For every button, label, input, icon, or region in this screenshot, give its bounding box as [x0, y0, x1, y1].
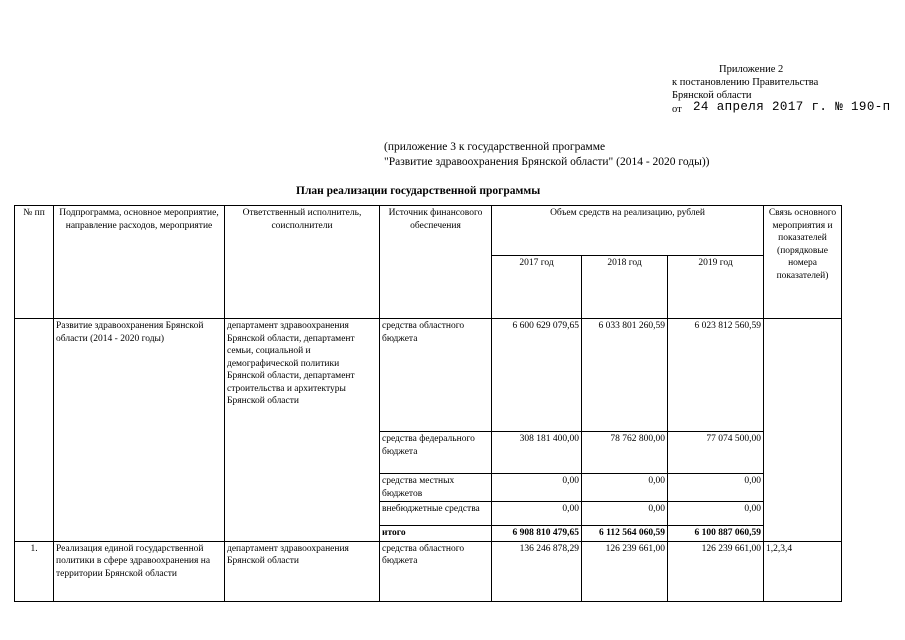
row-value-2018: 0,00: [582, 502, 668, 526]
row-value-2018: 0,00: [582, 474, 668, 502]
appendix-date-number: 24 апреля 2017 г. № 190-п: [693, 100, 891, 114]
program-reference-line2: "Развитие здравоохранения Брянской области" (2014 - 2020 годы)): [384, 156, 710, 168]
row-total-2018: 6 112 564 060,59: [582, 526, 668, 542]
row-link-empty: [764, 319, 842, 542]
row-source: средства областного бюджета: [380, 541, 492, 601]
row-value-2019: 77 074 500,00: [668, 432, 764, 474]
table-header-row: [15, 206, 842, 256]
row-total-2019: 6 100 887 060,59: [668, 526, 764, 542]
header-funding: Объем средств на реализацию, рублей: [492, 206, 764, 256]
header-executor: Ответственный исполнитель, соисполнители: [225, 206, 380, 319]
table-row: [15, 541, 842, 601]
header-source: Источник финансового обеспечения: [380, 206, 492, 319]
row-value-2017: 6 600 629 079,65: [492, 319, 582, 432]
table-row: [15, 319, 842, 432]
row-value-2019: 6 023 812 560,59: [668, 319, 764, 432]
plan-table: [14, 205, 842, 602]
row-link: 1,2,3,4: [764, 541, 842, 601]
appendix-date-prefix: от: [672, 104, 682, 115]
row-value-2019: 126 239 661,00: [668, 541, 764, 601]
row-program: Развитие здравоохранения Брянской области (2014 - 2020 годы): [54, 319, 225, 542]
row-value-2019: 0,00: [668, 502, 764, 526]
appendix-region-line: Брянской области: [672, 90, 752, 101]
row-total-2017: 6 908 810 479,65: [492, 526, 582, 542]
program-reference-line1: (приложение 3 к государственной программе: [384, 141, 606, 153]
row-num-empty: [15, 319, 54, 542]
row-num: 1.: [15, 541, 54, 601]
row-program: Реализация единой государственной политики в сфере здравоохранения на территории Брянской области: [54, 541, 225, 601]
row-source: средства областного бюджета: [380, 319, 492, 432]
header-2017: 2017 год: [492, 256, 582, 319]
header-program: Подпрограмма, основное мероприятие, направление расходов, мероприятие: [54, 206, 225, 319]
row-source: средства федерального бюджета: [380, 432, 492, 474]
appendix-title: Приложение 2: [719, 64, 784, 75]
row-value-2018: 6 033 801 260,59: [582, 319, 668, 432]
row-executor: департамент здравоохранения Брянской области: [225, 541, 380, 601]
header-2019: 2019 год: [668, 256, 764, 319]
row-value-2018: 126 239 661,00: [582, 541, 668, 601]
header-2018: 2018 год: [582, 256, 668, 319]
row-source: средства местных бюджетов: [380, 474, 492, 502]
row-source: внебюджетные средства: [380, 502, 492, 526]
row-value-2017: 0,00: [492, 502, 582, 526]
appendix-decree-line: к постановлению Правительства: [672, 77, 819, 88]
header-num: № пп: [15, 206, 54, 319]
row-value-2017: 0,00: [492, 474, 582, 502]
row-value-2019: 0,00: [668, 474, 764, 502]
header-link: Связь основного мероприятия и показателей (порядковые номера показателей): [764, 206, 842, 319]
document-title: План реализации государственной программы: [296, 185, 541, 197]
row-value-2017: 136 246 878,29: [492, 541, 582, 601]
row-executor: департамент здравоохранения Брянской области, департамент семьи, социальной и демографической политики Брянской области, департамент строительства и архитектуры Брянской области: [225, 319, 380, 542]
row-value-2018: 78 762 800,00: [582, 432, 668, 474]
row-source-total: итого: [380, 526, 492, 542]
row-value-2017: 308 181 400,00: [492, 432, 582, 474]
